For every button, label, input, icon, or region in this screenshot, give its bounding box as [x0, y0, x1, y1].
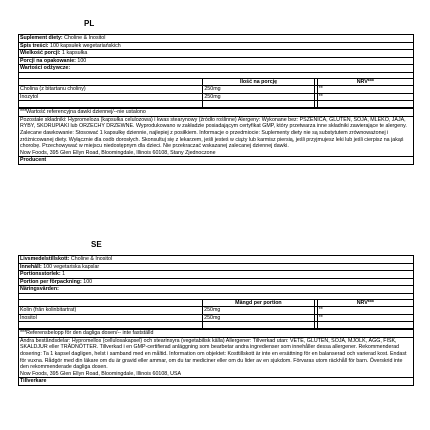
footer-label: Tillverkare [20, 378, 47, 385]
nutrition-table-se [19, 300, 413, 329]
info-row: Livsmedelstillskott: Choline & Inositol [19, 256, 413, 264]
table-row: Kolin (från kolinbitartrat) 250mg ** [19, 307, 413, 314]
table-row [19, 100, 413, 107]
info-row: Innehåll: 100 vegetariska kapslar [19, 264, 413, 272]
info-row: Näringsvärden: [19, 286, 413, 294]
info-row: Porcji na opakowanie: 100 [19, 58, 413, 66]
footer-label: Producent [20, 157, 47, 164]
info-row: Portionsstorlek: 1 [19, 271, 413, 279]
info-row: Suplement diety: Choline & Inositol [19, 35, 413, 43]
manufacturer-address: Now Foods, 395 Glen Ellyn Road, Bloomingdale, Illinois 60108, Stany Zjednoczone [20, 149, 216, 156]
info-row: Spis treści: 100 kapsułek wegetariańskich [19, 43, 413, 51]
reference-note: ***Wartość referencyjna dawki dziennej/--nie ustalono [19, 108, 413, 117]
manufacturer-address: Now Foods, 395 Glen Ellyn Road, Bloomingdale, Illinois 60108, USA [20, 370, 182, 377]
nutrition-table-pl [19, 79, 413, 108]
table-header-row: Ilość na porcję NRV*** [19, 79, 413, 86]
table-row [19, 321, 413, 328]
ingredients-paragraph-pl: Pozostałe składniki: Hypromeloza (kapsułka celulozowa) i kwas stearynowy (źródło roślinne) Alergeny: Wykonane bez: PSZENICA, GLUTEN, SOJA, MLEKO, JAJA, RYBY, SKORUPIAKI lub ORZECHY DRZEWNE. Wyprodukowano w zakładzie posiadającym certyfikat GMP, który przetwarza inne składniki zawierające te alergeny. Zalecane dawkowanie: Stosować 1 kapsułkę dziennie, najlepiej z posiłkiem. Informacje o przedmiocie: Suplementy diety nie są substytutem zrównoważonej i zróżnicowanej diety. Wyłącznie dla osób dorosłych. Skonsultuj się z lekarzem, jeśli jesteś w ciąży lub karmisz piersią, jeśli przyjmujesz leki lub jeśli cierpisz na jakąś chorobę. Przechowywać w miejscu niedostępnym dla dzieci. Nie przekraczać wskazanej zalecanej dziennej dawki. Now Foods, 395 Glen Ellyn Road, Bloomingdale, Illinois 60108, Stany Zjednoczone [19, 117, 413, 158]
reference-note: ***Referensbelopp för den dagliga dosen/-- inte fastställd [19, 329, 413, 338]
ingredients-paragraph-se: Andra beståndsdelar: Hypromellos (cellulosakapsel) och stearinsyra (vegetabilisk källa) Allergener: Tillverkad utan: VETE, GLUTEN, SOJA, MJÖLK, ÄGG, FISK, SKALDJUR eller TRÄDNÖTTER. Tillverkad i en GMP-certifierad anläggning som bearbetar andra ingredienser som innehåller dessa allergener. Rekommenderad dosering: Ta 1 kapsel dagligen, helst i samband med en måltid. Information om objektet: Kosttillskott är inte en ersättning för en balanserad och varierad kost. Endast för vuxna. Rådgör med din läkare om du är gravid eller ammar, om du tar mediciner eller om du lider av en sjukdom. Förvaras utom räckhåll för barn. Överskrid inte den rekommenderade dagliga dosen. Now Foods, 395 Glen Ellyn Road, Bloomingdale, Illinois 60108, USA [19, 338, 413, 379]
language-heading-pl: PL [84, 19, 95, 28]
table-row: Inozytol 250mg ** [19, 93, 413, 100]
table-row: Cholina (z bitartanu choliny) 250mg ** [19, 86, 413, 93]
info-row: Wartości odżywcze: [19, 65, 413, 73]
label-panel-pl [18, 34, 414, 165]
language-heading-se: SE [91, 240, 102, 249]
info-row: Wielkość porcji: 1 kapsułka [19, 50, 413, 58]
table-row: Inositol 250mg ** [19, 314, 413, 321]
label-panel-se [18, 255, 414, 386]
info-row: Portion per förpackning: 100 [19, 279, 413, 287]
table-header-row: Mängd per portion NRV*** [19, 300, 413, 307]
